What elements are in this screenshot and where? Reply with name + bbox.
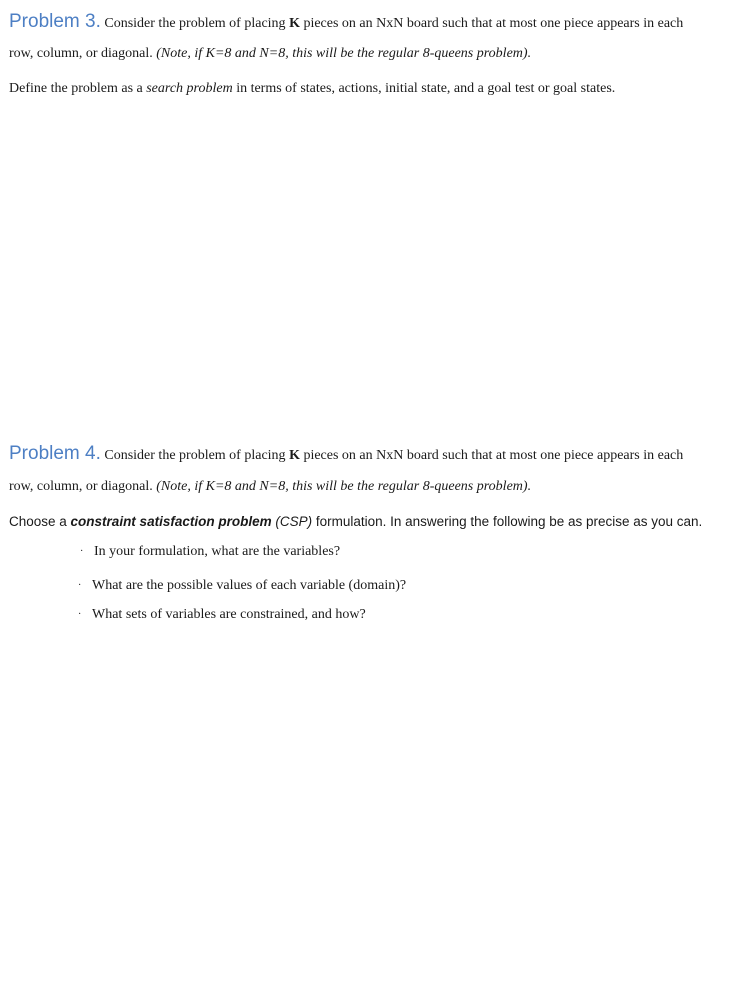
problem4-csp-term: constraint satisfaction problem	[70, 514, 272, 529]
problem3-text-1b: pieces on an NxN board such that at most one piece appears in each	[299, 16, 684, 31]
problem3-line2	[9, 46, 531, 62]
problem3-heading: Problem 3.	[9, 11, 101, 32]
problem4-csp-abbrev: (CSP)	[271, 514, 313, 529]
bullet-dot-icon: ·	[78, 580, 82, 592]
problem4-bullet-3	[78, 607, 366, 623]
problem4-text-1a: Consider the problem of placing	[104, 448, 290, 463]
problem4-heading: Problem 4.	[9, 443, 101, 464]
problem3-note: (Note, if K=8 and N=8, this will be the regular 8-queens problem).	[156, 46, 532, 61]
bullet-text: What sets of variables are constrained, and how?	[92, 607, 366, 622]
problem4-text-3b: formulation. In answering the following be as precise as you can.	[312, 514, 703, 529]
bullet-dot-icon: ·	[78, 609, 82, 621]
problem4-k-bold: K	[289, 448, 300, 463]
problem4-note: (Note, if K=8 and N=8, this will be the regular 8-queens problem).	[156, 479, 532, 494]
problem4-bullet-1	[80, 544, 340, 560]
problem3-text-3a: Define the problem as a	[9, 81, 147, 96]
bullet-dot-icon: ·	[80, 546, 84, 558]
problem4-text-2a: row, column, or diagonal.	[9, 479, 157, 494]
problem3-text-3b: in terms of states, actions, initial state, and a goal test or goal states.	[232, 81, 616, 96]
problem4-line1	[9, 443, 683, 465]
problem3-text-1a: Consider the problem of placing	[104, 16, 290, 31]
problem4-line3	[9, 514, 702, 529]
problem4-bullet-2	[78, 578, 406, 594]
bullet-text: What are the possible values of each variable (domain)?	[92, 578, 407, 593]
bullet-text: In your formulation, what are the variables?	[94, 544, 341, 559]
problem3-search-problem: search problem	[146, 81, 233, 96]
problem4-text-1b: pieces on an NxN board such that at most one piece appears in each	[299, 448, 684, 463]
problem3-text-2a: row, column, or diagonal.	[9, 46, 157, 61]
problem3-k-bold: K	[289, 16, 300, 31]
problem3-line3	[9, 81, 615, 97]
problem4-text-3a: Choose a	[9, 514, 71, 529]
problem3-line1	[9, 11, 683, 33]
problem4-line2	[9, 479, 531, 495]
